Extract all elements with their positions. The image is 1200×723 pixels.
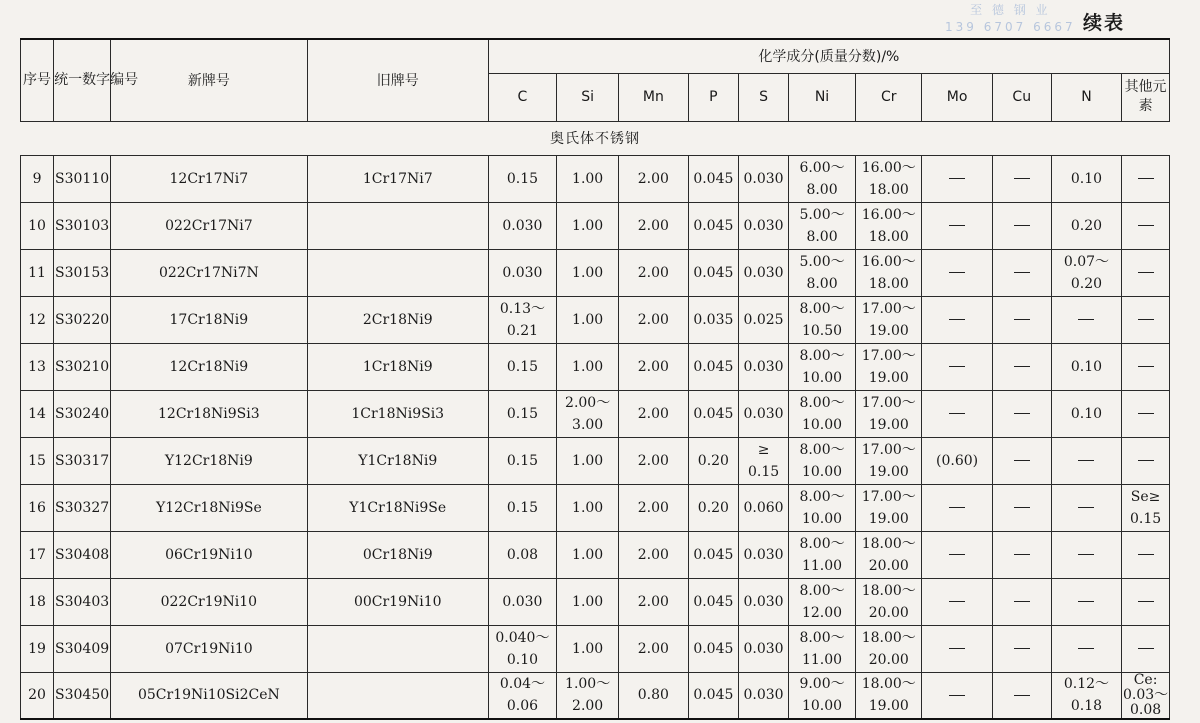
- cell-n: 0.12～ 0.18: [1051, 672, 1121, 719]
- dash-mark: [1014, 178, 1030, 179]
- header-composition: 化学成分(质量分数)/%: [488, 39, 1169, 73]
- cell-seq: 13: [21, 343, 54, 390]
- dash-mark: [1014, 319, 1030, 320]
- cell-c: 0.040～ 0.10: [488, 625, 556, 672]
- cell-cu: [992, 343, 1051, 390]
- cell-old: [307, 625, 488, 672]
- cell-n: [1051, 625, 1121, 672]
- dash-mark: [1014, 648, 1030, 649]
- dash-mark: [949, 225, 965, 226]
- cell-other: [1122, 296, 1170, 343]
- table-row: [21, 155, 1170, 202]
- cell-ni: 8.00～ 10.50: [788, 296, 855, 343]
- dash-mark: [1014, 366, 1030, 367]
- cell-old: [307, 672, 488, 719]
- cell-mo: [922, 672, 992, 719]
- cell-cu: [992, 296, 1051, 343]
- cell-seq: 18: [21, 578, 54, 625]
- cell-p: 0.045: [688, 155, 739, 202]
- cell-code: S30450: [54, 672, 111, 719]
- cell-mn: 2.00: [619, 531, 688, 578]
- watermark-company: 至 德 钢 业: [970, 3, 1051, 17]
- cell-seq: 11: [21, 249, 54, 296]
- dash-mark: [1138, 554, 1154, 555]
- cell-mn: 2.00: [619, 155, 688, 202]
- cell-mn: 0.80: [619, 672, 688, 719]
- dash-mark: [1138, 366, 1154, 367]
- cell-si: 1.00: [557, 531, 619, 578]
- cell-cr: 17.00～ 19.00: [856, 296, 922, 343]
- cell-ni: 5.00～ 8.00: [788, 249, 855, 296]
- continued-label: 续表: [1083, 12, 1126, 34]
- dash-mark: [1014, 601, 1030, 602]
- cell-p: 0.045: [688, 531, 739, 578]
- cell-mo: [922, 202, 992, 249]
- dash-mark: [1014, 272, 1030, 273]
- dash-mark: [1014, 507, 1030, 508]
- cell-other: Se≥ 0.15: [1122, 484, 1170, 531]
- dash-mark: [1014, 460, 1030, 461]
- cell-seq: 16: [21, 484, 54, 531]
- cell-c: 0.15: [488, 155, 556, 202]
- cell-other: [1122, 625, 1170, 672]
- cell-ni: 8.00～ 10.00: [788, 437, 855, 484]
- cell-code: S30403: [54, 578, 111, 625]
- table-row: [21, 343, 1170, 390]
- cell-s: 0.030: [739, 625, 789, 672]
- cell-p: 0.045: [688, 578, 739, 625]
- cell-seq: 12: [21, 296, 54, 343]
- dash-mark: [1138, 648, 1154, 649]
- cell-n: [1051, 531, 1121, 578]
- dash-mark: [949, 507, 965, 508]
- cell-cr: 16.00～ 18.00: [856, 249, 922, 296]
- cell-s: 0.030: [739, 578, 789, 625]
- cell-n: 0.07～ 0.20: [1051, 249, 1121, 296]
- cell-cr: 17.00～ 19.00: [856, 343, 922, 390]
- cell-ni: 6.00～ 8.00: [788, 155, 855, 202]
- cell-old: 1Cr18Ni9Si3: [307, 390, 488, 437]
- cell-si: 1.00: [557, 343, 619, 390]
- dash-mark: [1078, 554, 1094, 555]
- cell-old: [307, 249, 488, 296]
- dash-mark: [1138, 460, 1154, 461]
- cell-si: 1.00: [557, 437, 619, 484]
- header-seq: 序号: [21, 39, 54, 121]
- cell-si: 1.00: [557, 625, 619, 672]
- header-element: Si: [557, 73, 619, 121]
- cell-old: 1Cr18Ni9: [307, 343, 488, 390]
- header-element: Mo: [922, 73, 992, 121]
- dash-mark: [1078, 648, 1094, 649]
- header-element: 其他元素: [1122, 73, 1170, 121]
- cell-mo: [922, 484, 992, 531]
- dash-mark: [949, 366, 965, 367]
- table-row: [21, 390, 1170, 437]
- cell-c: 0.15: [488, 484, 556, 531]
- cell-s: 0.030: [739, 202, 789, 249]
- cell-other: [1122, 531, 1170, 578]
- cell-cu: [992, 390, 1051, 437]
- cell-old: [307, 202, 488, 249]
- cell-mn: 2.00: [619, 578, 688, 625]
- cell-n: [1051, 578, 1121, 625]
- cell-cr: 17.00～ 19.00: [856, 437, 922, 484]
- cell-cr: 18.00～ 20.00: [856, 578, 922, 625]
- dash-mark: [949, 648, 965, 649]
- cell-code: S30110: [54, 155, 111, 202]
- dash-mark: [949, 178, 965, 179]
- table-row: [21, 437, 1170, 484]
- cell-c: 0.15: [488, 343, 556, 390]
- cell-other: [1122, 155, 1170, 202]
- cell-p: 0.045: [688, 625, 739, 672]
- table-row: [21, 202, 1170, 249]
- cell-s: 0.030: [739, 672, 789, 719]
- cell-c: 0.030: [488, 202, 556, 249]
- cell-c: 0.15: [488, 437, 556, 484]
- dash-mark: [1138, 178, 1154, 179]
- cell-mn: 2.00: [619, 296, 688, 343]
- cell-mn: 2.00: [619, 484, 688, 531]
- cell-ni: 8.00～ 11.00: [788, 625, 855, 672]
- watermark-phone: 139 6707 6667: [945, 20, 1076, 34]
- cell-cr: 16.00～ 18.00: [856, 202, 922, 249]
- cell-s: 0.030: [739, 249, 789, 296]
- cell-si: 1.00: [557, 484, 619, 531]
- cell-cu: [992, 625, 1051, 672]
- cell-si: 2.00～ 3.00: [557, 390, 619, 437]
- cell-old: Y1Cr18Ni9: [307, 437, 488, 484]
- dash-mark: [949, 554, 965, 555]
- cell-code: S30409: [54, 625, 111, 672]
- cell-cu: [992, 437, 1051, 484]
- dash-mark: [949, 413, 965, 414]
- cell-new: 022Cr17Ni7: [111, 202, 308, 249]
- cell-mn: 2.00: [619, 249, 688, 296]
- dash-mark: [1014, 554, 1030, 555]
- cell-ni: 8.00～ 12.00: [788, 578, 855, 625]
- table-row: [21, 531, 1170, 578]
- cell-cr: 18.00～ 19.00: [856, 672, 922, 719]
- cell-new: 07Cr19Ni10: [111, 625, 308, 672]
- cell-code: S30210: [54, 343, 111, 390]
- cell-mo: [922, 249, 992, 296]
- cell-mo: [922, 578, 992, 625]
- cell-cr: 17.00～ 19.00: [856, 484, 922, 531]
- composition-table: [20, 38, 1170, 720]
- dash-mark: [1138, 319, 1154, 320]
- cell-s: 0.030: [739, 155, 789, 202]
- cell-n: 0.20: [1051, 202, 1121, 249]
- cell-si: 1.00～ 2.00: [557, 672, 619, 719]
- watermark: [945, 2, 1076, 36]
- cell-si: 1.00: [557, 578, 619, 625]
- cell-code: S30220: [54, 296, 111, 343]
- cell-old: 1Cr17Ni7: [307, 155, 488, 202]
- dash-mark: [1138, 413, 1154, 414]
- dash-mark: [949, 319, 965, 320]
- cell-cu: [992, 202, 1051, 249]
- cell-new: Y12Cr18Ni9: [111, 437, 308, 484]
- cell-code: S30153: [54, 249, 111, 296]
- cell-new: 12Cr18Ni9: [111, 343, 308, 390]
- dash-mark: [1078, 601, 1094, 602]
- cell-ni: 5.00～ 8.00: [788, 202, 855, 249]
- cell-p: 0.035: [688, 296, 739, 343]
- cell-c: 0.030: [488, 578, 556, 625]
- dash-mark: [949, 601, 965, 602]
- dash-mark: [1138, 225, 1154, 226]
- dash-mark: [949, 695, 965, 696]
- cell-mo: [922, 155, 992, 202]
- cell-cu: [992, 531, 1051, 578]
- table-row: [21, 672, 1170, 719]
- cell-mo: [922, 625, 992, 672]
- header-element: N: [1051, 73, 1121, 121]
- cell-si: 1.00: [557, 296, 619, 343]
- cell-mn: 2.00: [619, 202, 688, 249]
- cell-p: 0.045: [688, 672, 739, 719]
- cell-seq: 14: [21, 390, 54, 437]
- header-element: C: [488, 73, 556, 121]
- cell-si: 1.00: [557, 155, 619, 202]
- dash-mark: [1014, 225, 1030, 226]
- cell-seq: 10: [21, 202, 54, 249]
- cell-p: 0.20: [688, 484, 739, 531]
- cell-ni: 8.00～ 11.00: [788, 531, 855, 578]
- cell-new: 022Cr19Ni10: [111, 578, 308, 625]
- cell-code: S30240: [54, 390, 111, 437]
- cell-cu: [992, 578, 1051, 625]
- cell-seq: 9: [21, 155, 54, 202]
- cell-cr: 16.00～ 18.00: [856, 155, 922, 202]
- header-element: S: [739, 73, 789, 121]
- dash-mark: [1078, 507, 1094, 508]
- cell-n: [1051, 484, 1121, 531]
- header-new-grade: 新牌号: [111, 39, 308, 121]
- header-element: Mn: [619, 73, 688, 121]
- cell-cu: [992, 672, 1051, 719]
- cell-mn: 2.00: [619, 437, 688, 484]
- cell-old: Y1Cr18Ni9Se: [307, 484, 488, 531]
- cell-p: 0.045: [688, 249, 739, 296]
- cell-cr: 18.00～ 20.00: [856, 625, 922, 672]
- cell-code: S30317: [54, 437, 111, 484]
- dash-mark: [1138, 272, 1154, 273]
- cell-si: 1.00: [557, 202, 619, 249]
- cell-other: [1122, 390, 1170, 437]
- cell-c: 0.08: [488, 531, 556, 578]
- table-row: [21, 578, 1170, 625]
- cell-p: 0.045: [688, 390, 739, 437]
- cell-new: 12Cr18Ni9Si3: [111, 390, 308, 437]
- cell-cu: [992, 155, 1051, 202]
- header-element: Cu: [992, 73, 1051, 121]
- cell-code: S30327: [54, 484, 111, 531]
- dash-mark: [1078, 460, 1094, 461]
- cell-p: 0.045: [688, 343, 739, 390]
- cell-c: 0.15: [488, 390, 556, 437]
- cell-mn: 2.00: [619, 390, 688, 437]
- cell-p: 0.20: [688, 437, 739, 484]
- dash-mark: [949, 272, 965, 273]
- cell-cu: [992, 249, 1051, 296]
- cell-mo: [922, 296, 992, 343]
- dash-mark: [1014, 413, 1030, 414]
- cell-ni: 8.00～ 10.00: [788, 390, 855, 437]
- cell-s: ≥ 0.15: [739, 437, 789, 484]
- cell-new: Y12Cr18Ni9Se: [111, 484, 308, 531]
- cell-other: [1122, 343, 1170, 390]
- cell-n: 0.10: [1051, 343, 1121, 390]
- cell-new: 022Cr17Ni7N: [111, 249, 308, 296]
- cell-old: 2Cr18Ni9: [307, 296, 488, 343]
- header-element: Ni: [788, 73, 855, 121]
- cell-mn: 2.00: [619, 343, 688, 390]
- cell-s: 0.030: [739, 343, 789, 390]
- cell-n: [1051, 437, 1121, 484]
- dash-mark: [1014, 695, 1030, 696]
- cell-other: [1122, 578, 1170, 625]
- cell-seq: 15: [21, 437, 54, 484]
- cell-other: [1122, 437, 1170, 484]
- cell-s: 0.025: [739, 296, 789, 343]
- cell-other: [1122, 202, 1170, 249]
- cell-n: 0.10: [1051, 155, 1121, 202]
- cell-cr: 17.00～ 19.00: [856, 390, 922, 437]
- cell-mo: [922, 390, 992, 437]
- header-code: 统一数字编号: [54, 39, 111, 121]
- cell-other: [1122, 249, 1170, 296]
- cell-c: 0.04～ 0.06: [488, 672, 556, 719]
- cell-mo: (0.60): [922, 437, 992, 484]
- cell-new: 12Cr17Ni7: [111, 155, 308, 202]
- cell-code: S30103: [54, 202, 111, 249]
- cell-cr: 18.00～ 20.00: [856, 531, 922, 578]
- cell-c: 0.13～ 0.21: [488, 296, 556, 343]
- cell-ni: 9.00～ 10.00: [788, 672, 855, 719]
- cell-old: 00Cr19Ni10: [307, 578, 488, 625]
- section-title: 奥氏体不锈钢: [21, 121, 1170, 155]
- cell-si: 1.00: [557, 249, 619, 296]
- table-row: [21, 484, 1170, 531]
- table-row: [21, 249, 1170, 296]
- cell-s: 0.030: [739, 531, 789, 578]
- cell-cu: [992, 484, 1051, 531]
- cell-other: Ce: 0.03～ 0.08: [1122, 671, 1169, 718]
- header-element: P: [688, 73, 739, 121]
- cell-s: 0.030: [739, 390, 789, 437]
- cell-new: 06Cr19Ni10: [111, 531, 308, 578]
- cell-mn: 2.00: [619, 625, 688, 672]
- cell-mo: [922, 343, 992, 390]
- dash-mark: [1138, 601, 1154, 602]
- cell-seq: 17: [21, 531, 54, 578]
- header-old-grade: 旧牌号: [307, 39, 488, 121]
- cell-new: 05Cr19Ni10Si2CeN: [111, 672, 308, 719]
- cell-n: 0.10: [1051, 390, 1121, 437]
- cell-seq: 20: [21, 672, 54, 719]
- cell-p: 0.045: [688, 202, 739, 249]
- cell-c: 0.030: [488, 249, 556, 296]
- cell-s: 0.060: [739, 484, 789, 531]
- cell-ni: 8.00～ 10.00: [788, 484, 855, 531]
- header-element: Cr: [856, 73, 922, 121]
- cell-ni: 8.00～ 10.00: [788, 343, 855, 390]
- cell-code: S30408: [54, 531, 111, 578]
- table-row: [21, 296, 1170, 343]
- cell-new: 17Cr18Ni9: [111, 296, 308, 343]
- cell-seq: 19: [21, 625, 54, 672]
- cell-old: 0Cr18Ni9: [307, 531, 488, 578]
- table-row: [21, 625, 1170, 672]
- dash-mark: [1078, 319, 1094, 320]
- cell-n: [1051, 296, 1121, 343]
- cell-mo: [922, 531, 992, 578]
